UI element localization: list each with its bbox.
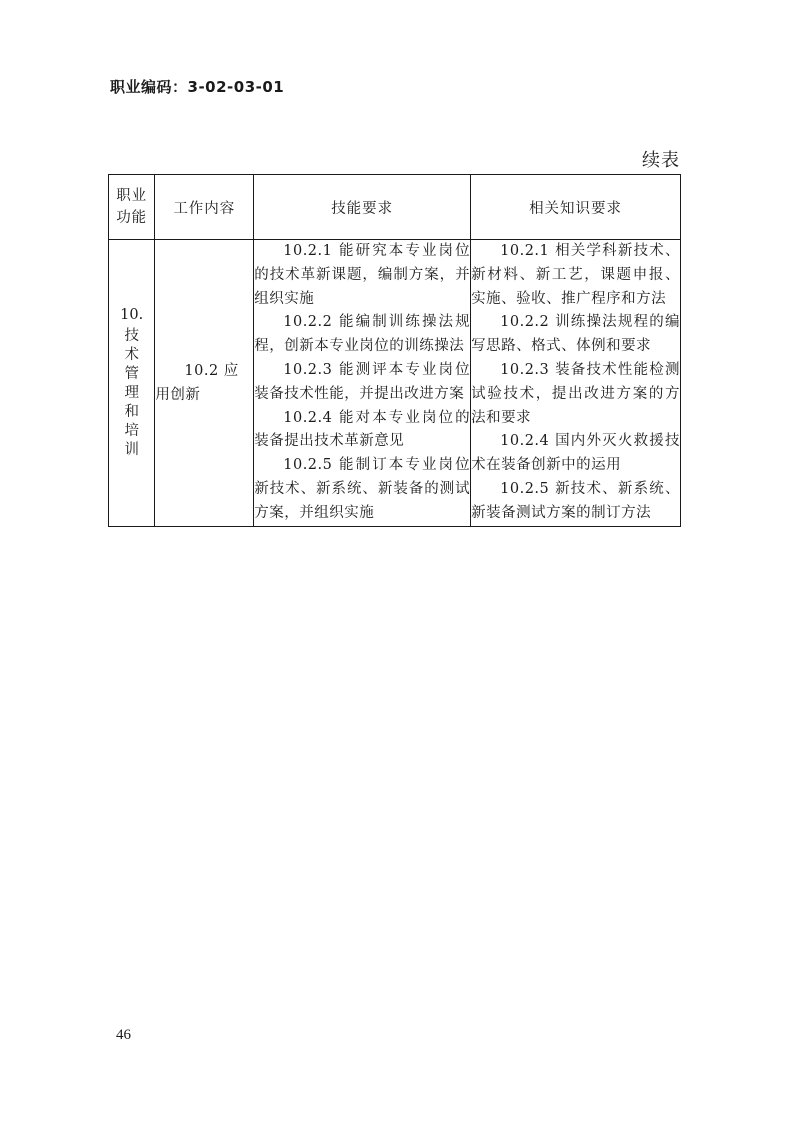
work-content-cell: 10.2 应用创新 xyxy=(155,240,254,527)
column-header-function-line-2: 功能 xyxy=(116,210,148,226)
knowledge-item: 10.2.5 新技术、新系统、新装备测试方案的制订方法 xyxy=(471,480,680,521)
column-header-work-content: 工作内容 xyxy=(155,175,254,240)
table-row xyxy=(109,240,681,527)
skill-item: 10.2.1 能研究本专业岗位的技术革新课题，编制方案，并组织实施 xyxy=(254,243,471,307)
knowledge-item: 10.2.2 训练操法规程的编写思路、格式、体例和要求 xyxy=(471,314,680,355)
continued-table-label: 续表 xyxy=(642,150,680,171)
skills-cell xyxy=(254,240,471,527)
column-header-skills: 技能要求 xyxy=(254,175,471,240)
knowledge-item: 10.2.4 国内外灭火救援技术在装备创新中的运用 xyxy=(471,433,680,474)
column-header-knowledge: 相关知识要求 xyxy=(471,175,681,240)
function-name: 技术管理和培训 xyxy=(124,328,139,459)
skill-standard-table xyxy=(108,174,681,527)
skill-item: 10.2.2 能编制训练操法规程，创新本专业岗位的训练操法 xyxy=(254,314,471,355)
skill-item: 10.2.4 能对本专业岗位的装备提出技术革新意见 xyxy=(254,409,471,450)
column-header-function-line-1: 职业 xyxy=(116,188,148,204)
skill-item: 10.2.5 能制订本专业岗位新技术、新系统、新装备的测试方案，并组织实施 xyxy=(254,457,471,521)
table-header-row xyxy=(109,175,681,240)
knowledge-item: 10.2.3 装备技术性能检测试验技术，提出改进方案的方法和要求 xyxy=(471,361,680,426)
skill-item: 10.2.3 能测评本专业岗位装备技术性能，并提出改进方案 xyxy=(254,361,471,402)
function-cell xyxy=(109,240,155,527)
function-number: 10. xyxy=(120,307,144,324)
knowledge-item: 10.2.1 相关学科新技术、新材料、新工艺，课题申报、实施、验收、推广程序和方法 xyxy=(471,243,680,307)
page-number: 46 xyxy=(116,1027,131,1043)
occupation-code: 职业编码：3-02-03-01 xyxy=(110,78,285,96)
knowledge-cell xyxy=(471,240,681,527)
column-header-function xyxy=(109,175,155,240)
